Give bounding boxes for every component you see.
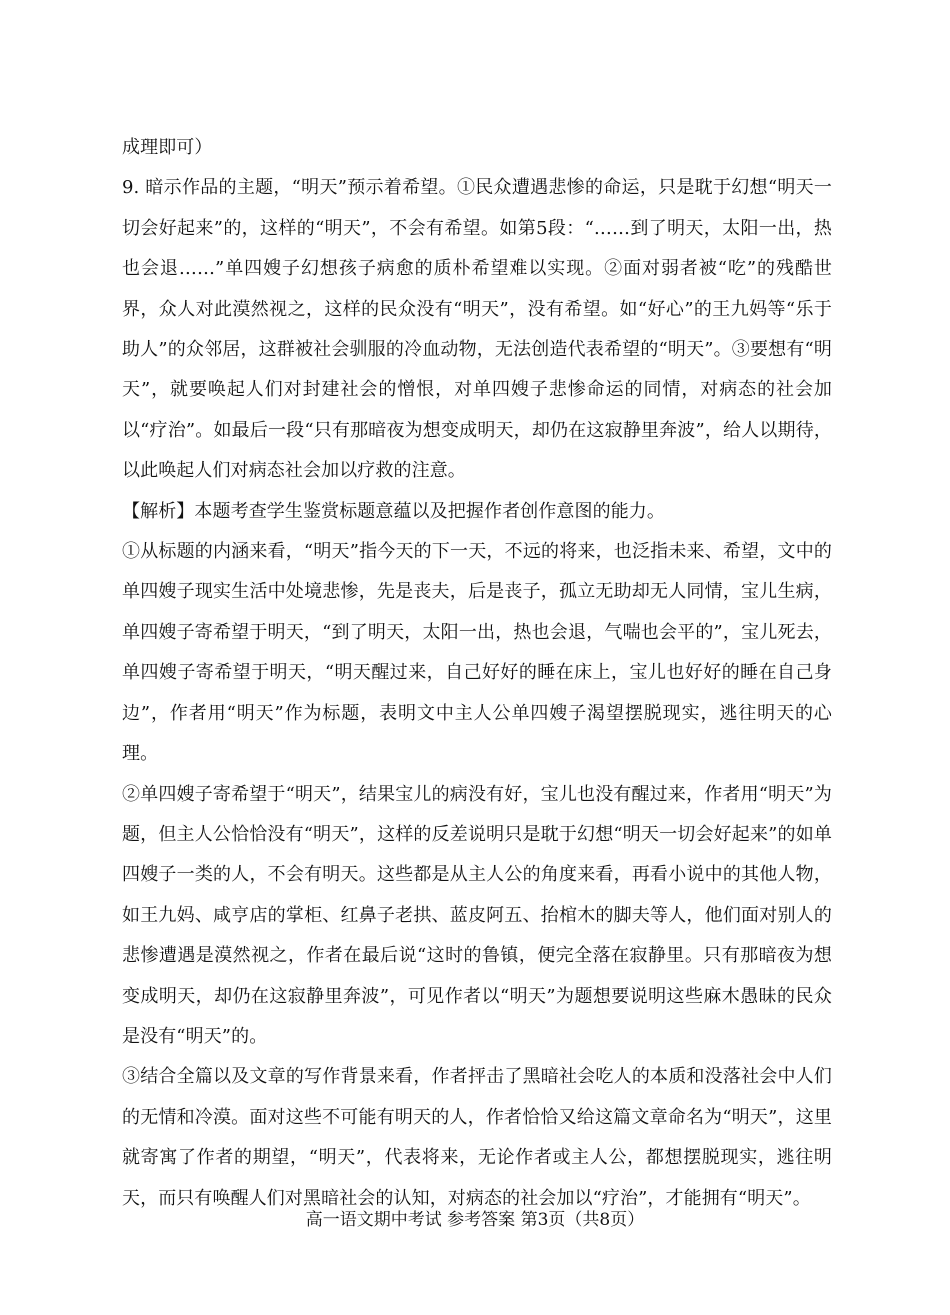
analysis-heading-paragraph: 【解析】本题考查学生鉴赏标题意蕴以及把握作者创作意图的能力。 xyxy=(122,500,665,522)
continuation-line: 成理即可） xyxy=(122,137,213,158)
analysis-point-1: ①从标题的内涵来看，“明天”指今天的下一天，不远的将来，也泛指未来、希望，文中的单四嫂子现实生活中处境悲惨，先是丧夫，后是丧子，孤立无助却无人同情，宝儿生病，单四嫂子寄希望于明天，“到了明天，太阳一出，热也会退，气喘也会平的”，宝儿死去，单四嫂子寄希望于明天，“明天醒过来，自己好好的睡在床上，宝儿也好好的睡在自己身边”，作者用“明天”作为标题，表明文中主人公单四嫂子渴望摆脱现实，逃往明天的心理。 xyxy=(122,541,832,765)
analysis-point-2: ②单四嫂子寄希望于“明天”，结果宝儿的病没有好，宝儿也没有醒过来，作者用“明天”为题，但主人公恰恰没有“明天”，这样的反差说明只是耽于幻想“明天一切会好起来”的如单四嫂子一类的人，不会有明天。这些都是从主人公的角度来看，再看小说中的其他人物，如王九妈、咸亨店的掌柜、红鼻子老拱、蓝皮阿五、抬棺木的脚夫等人，他们面对别人的悲惨遭遇是漠然视之，作者在最后说“这时的鲁镇，便完全落在寂静里。只有那暗夜为想变成明天，却仍在这寂静里奔波”，可见作者以“明天”为题想要说明这些麻木愚昧的民众是没有“明天”的。 xyxy=(122,783,832,1047)
analysis-point-3: ③结合全篇以及文章的写作背景来看，作者抨击了黑暗社会吃人的本质和没落社会中人们的无情和冷漠。面对这些不可能有明天的人，作者恰恰又给这篇文章命名为“明天”，这里就寄寓了作者的期望，“明天”，代表将来，无论作者或主人公，都想摆脱现实，逃往明天，而只有唤醒人们对黑暗社会的认知，对病态的社会加以“疗治”，才能拥有“明天”。 xyxy=(122,1066,832,1209)
page-footer: 高一语文期中考试 参考答案 第3页（共8页） xyxy=(305,1210,645,1230)
answer-9-paragraph: 9. 暗示作品的主题，“明天”预示着希望。①民众遭遇悲惨的命运，只是耽于幻想“明天一切会好起来”的，这样的“明天”，不会有希望。如第5段：“……到了明天，太阳一出，热也会退……”单四嫂子幻想孩子病愈的质朴希望难以实现。②面对弱者被“吃”的残酷世界，众人对此漠然视之，这样的民众没有“明天”，没有希望。如“好心”的王九妈等“乐于助人”的众邻居，这群被社会驯服的冷血动物，无法创造代表希望的“明天”。③要想有“明天”，就要唤起人们对封建社会的憎恨，对单四嫂子悲惨命运的同情，对病态的社会加以“疗治”。如最后一段“只有那暗夜为想变成明天，却仍在这寂静里奔波”，给人以期待，以此唤起人们对病态社会加以疗救的注意。 xyxy=(122,177,832,482)
answer-body xyxy=(122,128,832,1219)
